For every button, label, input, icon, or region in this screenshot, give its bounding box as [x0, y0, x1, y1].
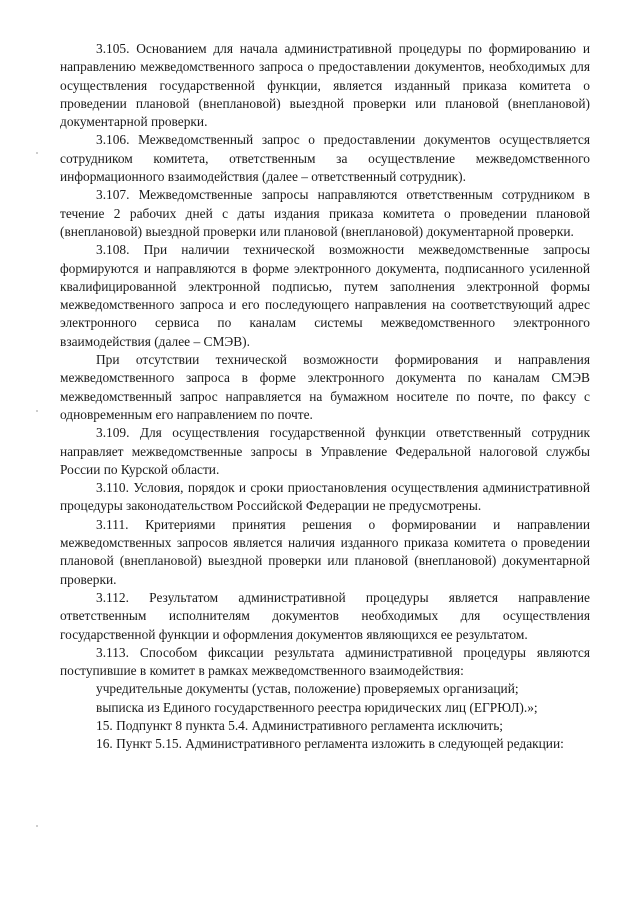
paragraph-3-108-continued: При отсутствии технической возможности формирования и направления межведомственного запроса в форме электронного документа по каналам СМЭВ межведомственный запрос направляется на бумажном носителе по почте, по факсу с одновременным его направлением по почте.: [60, 352, 590, 422]
paragraph-3-108: 3.108. При наличии технической возможности межведомственные запросы формируются и направляются в форме электронного документа, подписанного усиленной квалифицированной электронной подписью, путем заполнения электронной формы межведомственного запроса и его последующего направления на соответствующий адрес электронного сервиса по каналам системы межведомственного электронного взаимодействия (далее – СМЭВ).: [60, 242, 590, 349]
paragraph-3-107: 3.107. Межведомственные запросы направляются ответственным сотрудником в течение 2 рабочих дней с даты издания приказа комитета о проведении плановой (внеплановой) выездной проверки или плановой (внеплановой) документарной проверки.: [60, 187, 590, 239]
paragraph-3-109: 3.109. Для осуществления государственной функции ответственный сотрудник направляет межведомственные запросы в Управление Федеральной налоговой службы России по Курской области.: [60, 425, 590, 477]
paragraph-3-112: 3.112. Результатом административной процедуры является направление ответственным исполнителям документов необходимых для осуществления государственной функции и оформления документов являющихся ее результатом.: [60, 589, 590, 642]
margin-speck: [36, 825, 38, 827]
paragraph-3-105: 3.105. Основанием для начала административной процедуры по формированию и направлению межведомственного запроса о предоставлении документов, необходимых для осуществления государственной функции, является изданный приказа комитета о проведении плановой (внеплановой) выездной проверки или плановой (внеплановой) документарной проверки.: [60, 41, 590, 130]
margin-speck: [36, 152, 38, 154]
list-item-founding-documents: учредительные документы (устав, положение) проверяемых организаций;: [96, 681, 519, 697]
paragraph-3-106: 3.106. Межведомственный запрос о предоставлении документов осуществляется сотрудником комитета, ответственным за осуществление межведомственного информационного взаимодействия (далее – ответственный сотрудник).: [60, 132, 590, 185]
paragraph-3-111: 3.111. Критериями принятия решения о формировании и направлении межведомственных запросов является наличия изданного приказа комитета о проведении плановой (внеплановой) выездной проверки или плановой (внеплановой) документарной проверки.: [60, 516, 590, 587]
paragraph-item-15: 15. Подпункт 8 пункта 5.4. Административного регламента исключить;: [96, 717, 504, 733]
paragraph-3-110: 3.110. Условия, порядок и сроки приостановления осуществления административной процедуры законодательством Российской Федерации не предусмотрены.: [60, 480, 590, 514]
paragraph-item-16: 16. Пункт 5.15. Административного регламента изложить в следующей редакции:: [96, 736, 564, 752]
paragraph-3-113: 3.113. Способом фиксации результата административной процедуры являются поступившие в комитет в рамках межведомственного взаимодействия:: [60, 644, 590, 679]
document-page: [60, 40, 590, 754]
list-item-egrul-extract: выписка из Единого государственного реестра юридических лиц (ЕГРЮЛ).»;: [96, 699, 538, 715]
margin-speck: [36, 410, 38, 412]
